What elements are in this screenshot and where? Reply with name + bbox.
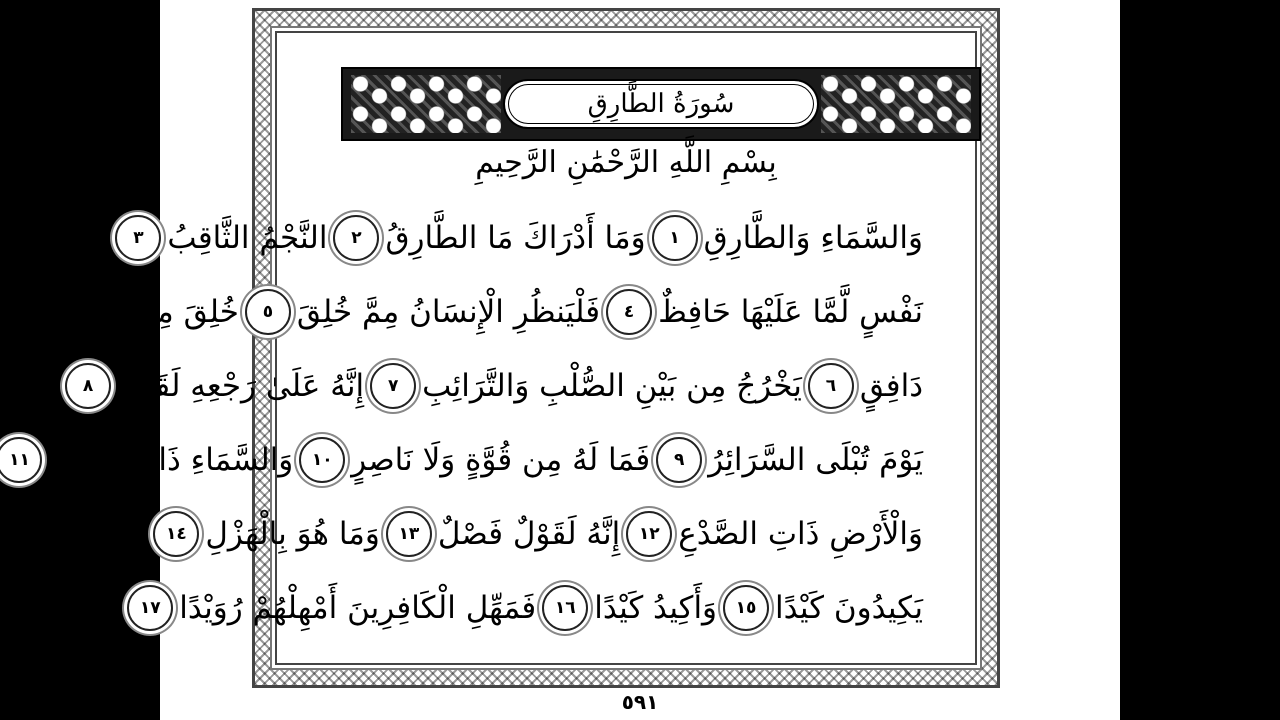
verse-text: إِنَّهُمْ bbox=[95, 516, 148, 552]
ayah-number-marker: ١٦ bbox=[542, 585, 588, 631]
ayah-number-marker: ٨ bbox=[65, 363, 111, 409]
verse-text: وَمَا أَدْرَاكَ مَا الطَّارِقُ bbox=[385, 220, 646, 256]
verse-text: فَلْيَنظُرِ الْإِنسَانُ مِمَّ خُلِقَ bbox=[296, 294, 601, 330]
verse-text: النَّجْمُ الثَّاقِبُ bbox=[167, 220, 328, 256]
verse-line bbox=[95, 497, 923, 571]
ayah-number-marker: ٢ bbox=[333, 215, 379, 261]
verse-text: إِن كُلُّ bbox=[29, 220, 110, 256]
verse-line bbox=[139, 571, 923, 645]
ayah-number-marker: ٧ bbox=[370, 363, 416, 409]
ayah-number-marker: ١٤ bbox=[153, 511, 199, 557]
verse-text: وَأَكِيدُ كَيْدًا bbox=[594, 590, 718, 626]
arabesque-ornament-right bbox=[821, 75, 971, 133]
verse-text: نَفْسٍ لَّمَّا عَلَيْهَا حَافِظٌ bbox=[658, 294, 923, 330]
verse-line bbox=[82, 349, 923, 423]
verse-text: وَمَا هُوَ بِالْهَزْلِ bbox=[205, 516, 380, 552]
arabesque-ornament-left bbox=[351, 75, 501, 133]
verse-text: يَكِيدُونَ كَيْدًا bbox=[775, 590, 923, 626]
verse-text: دَافِقٍ bbox=[859, 368, 923, 404]
ayah-number-marker: ١٢ bbox=[626, 511, 672, 557]
verse-text: فَمَا لَهُ مِن قُوَّةٍ وَلَا نَاصِرٍ bbox=[351, 442, 651, 478]
ayah-number-marker: ٣ bbox=[115, 215, 161, 261]
verse-text: إِنَّهُ لَقَوْلٌ فَصْلٌ bbox=[437, 516, 621, 552]
verse-text: وَالسَّمَاءِ وَالطَّارِقِ bbox=[703, 220, 923, 256]
ayah-number-marker: ٦ bbox=[808, 363, 854, 409]
verse-text: وَالْأَرْضِ ذَاتِ الصَّدْعِ bbox=[678, 516, 923, 552]
surah-title-cartouche bbox=[503, 79, 819, 129]
ayah-number-marker: ١ bbox=[652, 215, 698, 261]
surah-header-banner bbox=[341, 67, 981, 141]
verse-line bbox=[83, 275, 923, 349]
ayah-number-marker: ١١ bbox=[0, 437, 42, 483]
ayah-number-marker: ١٧ bbox=[127, 585, 173, 631]
verse-text: خُلِقَ مِن مَّاءٍ bbox=[83, 294, 239, 330]
text-area bbox=[9, 31, 977, 665]
mushaf-page bbox=[9, 0, 1120, 720]
verse-text: يَوْمَ تُبْلَى السَّرَائِرُ bbox=[708, 442, 923, 478]
ayah-number-marker: ١٥ bbox=[723, 585, 769, 631]
verse-line bbox=[29, 201, 923, 275]
ayah-number-marker: ٤ bbox=[606, 289, 652, 335]
verse-text: إِنَّهُ عَلَىٰ رَجْعِهِ لَقَادِرٌ bbox=[117, 368, 365, 404]
verse-lines bbox=[9, 201, 923, 645]
ayah-number-marker: ١٠ bbox=[299, 437, 345, 483]
basmala: بِسْمِ اللَّهِ الرَّحْمَٰنِ الرَّحِيمِ bbox=[475, 145, 777, 180]
ayah-number-marker: ٩ bbox=[656, 437, 702, 483]
verse-text: وَالسَّمَاءِ ذَاتِ الرَّجْعِ bbox=[48, 442, 294, 478]
verse-line bbox=[9, 423, 923, 497]
verse-text: يَخْرُجُ مِن بَيْنِ الصُّلْبِ وَالتَّرَائِبِ bbox=[422, 368, 802, 404]
ayah-number-marker: ١٣ bbox=[386, 511, 432, 557]
ornamental-frame bbox=[9, 8, 1000, 688]
surah-title: سُورَةُ الطَّارِقِ bbox=[587, 89, 735, 119]
page-number: ٥٩١ bbox=[621, 690, 659, 714]
ayah-number-marker: ٥ bbox=[245, 289, 291, 335]
verse-text: فَمَهِّلِ الْكَافِرِينَ أَمْهِلْهُمْ رُوَيْدًا bbox=[179, 590, 537, 626]
